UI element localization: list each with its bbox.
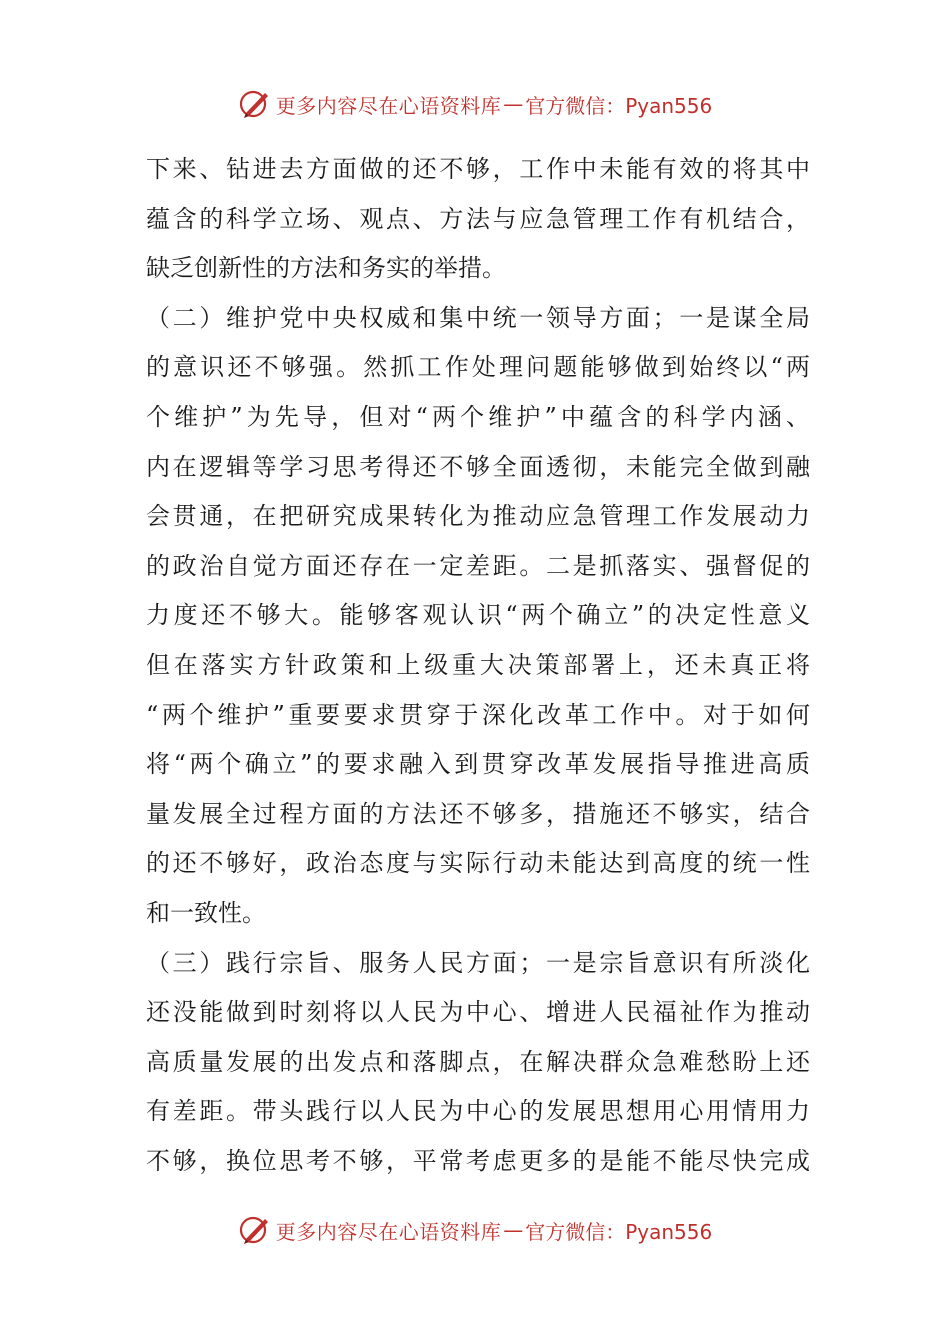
pen-logo-icon bbox=[238, 87, 272, 121]
banner-text: 更多内容尽在心语资料库 bbox=[275, 93, 502, 118]
text-line: 和一致性。 bbox=[146, 898, 266, 927]
text-line: 缺乏创新性的方法和务实的举措。 bbox=[146, 254, 506, 283]
text-line: 下来、钻进去方面做的还不够，工作中未能有效的将其中 bbox=[146, 155, 810, 183]
text-line: 力度还不够大。能够客观认识“两个确立”的决定性意义 bbox=[146, 601, 810, 630]
banner-text: 更多内容尽在心语资料库 bbox=[275, 1219, 502, 1244]
text-line: 不够，换位思考不够，平常考虑更多的是能不能尽快完成 bbox=[146, 1146, 810, 1175]
header-banner bbox=[0, 84, 950, 124]
text-line: “两个维护”重要要求贯穿于深化改革工作中。对于如何 bbox=[146, 700, 810, 729]
text-line: 还没能做到时刻将以人民为中心、增进人民福祉作为推动 bbox=[146, 998, 810, 1027]
text-line: 将“两个确立”的要求融入到贯穿改革发展指导推进高质 bbox=[146, 750, 810, 779]
text-line: 的意识还不够强。然抓工作处理问题能够做到始终以“两 bbox=[146, 353, 810, 382]
text-line: 的政治自觉方面还存在一定差距。二是抓落实、强督促的 bbox=[146, 551, 810, 580]
text-line: （二）维护党中央权威和集中统一领导方面；一是谋全局 bbox=[146, 303, 810, 332]
body-text bbox=[146, 145, 810, 1186]
text-line: 会贯通，在把研究成果转化为推动应急管理工作发展动力 bbox=[146, 502, 810, 531]
text-line: 个维护”为先导，但对“两个维护”中蕴含的科学内涵、 bbox=[146, 402, 810, 431]
pen-logo-icon bbox=[238, 1213, 272, 1247]
text-line: 的还不够好，政治态度与实际行动未能达到高度的统一性 bbox=[146, 849, 810, 878]
text-line: 蕴含的科学立场、观点、方法与应急管理工作有机结合， bbox=[146, 204, 810, 233]
banner-wechat: 官方微信：Pyan556 bbox=[525, 93, 713, 118]
footer-banner bbox=[0, 1210, 950, 1250]
banner-separator: — bbox=[503, 92, 524, 116]
text-line: 内在逻辑等学习思考得还不够全面透彻，未能完全做到融 bbox=[146, 452, 810, 481]
text-line: 高质量发展的出发点和落脚点，在解决群众急难愁盼上还 bbox=[146, 1047, 810, 1076]
banner-wechat: 官方微信：Pyan556 bbox=[525, 1219, 713, 1244]
text-line: 有差距。带头践行以人民为中心的发展思想用心用情用力 bbox=[146, 1097, 810, 1126]
text-line: （三）践行宗旨、服务人民方面；一是宗旨意识有所淡化 bbox=[146, 948, 810, 977]
banner-separator: — bbox=[503, 1218, 524, 1242]
text-line: 量发展全过程方面的方法还不够多，措施还不够实，结合 bbox=[146, 799, 810, 828]
text-line: 但在落实方针政策和上级重大决策部署上，还未真正将 bbox=[146, 650, 810, 679]
